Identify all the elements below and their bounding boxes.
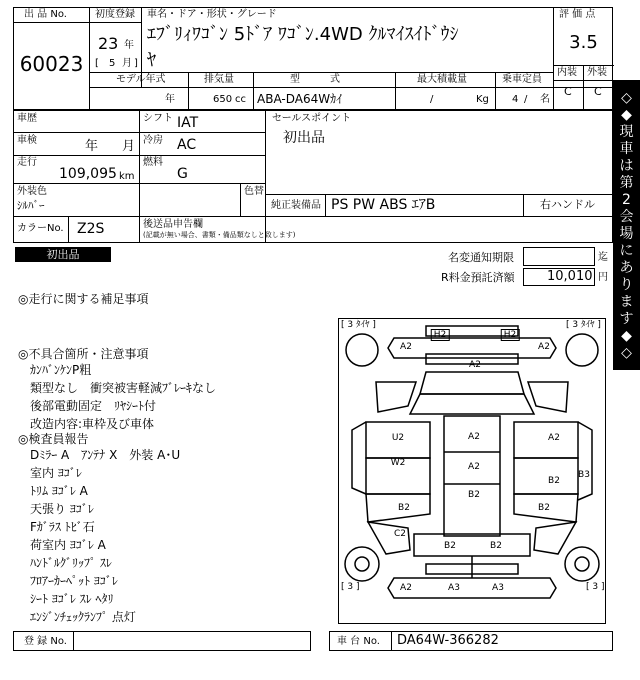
damage-mark: A2 [548,433,560,443]
inspector-item: 天張り ﾖｺﾞﾚ [30,502,94,516]
displacement-unit: cc [235,94,246,105]
car-name-cont: ﾔ [147,50,156,71]
model-year-unit: 年 [165,94,175,105]
inspector-item: Fｶﾞﾗｽ ﾄﾋﾞ石 [30,520,95,534]
damage-mark: B3 [578,470,590,480]
transfer-deadline-box [523,247,595,266]
reg-year-unit: 年 [124,40,134,51]
after-note: (記載が無い場合、書類・備品類なしと致します) [143,231,296,239]
inspector-item: 荷室内 ﾖｺﾞﾚ A [30,538,106,552]
damage-mark: A2 [400,342,412,352]
shift-value: IAT [177,115,199,131]
damage-mark: C2 [393,529,407,539]
side-char: ◇ [621,90,632,106]
capacity-label: 乗車定員 [502,74,542,85]
color-no-label: カラーNo. [17,223,64,234]
inspector-header: ◎検査員報告 [18,432,89,446]
car-name: ｴﾌﾞﾘｨﾜｺﾞﾝ 5ﾄﾞｱ ﾜｺﾞﾝ.4WD ｸﾙﾏｲｽｲﾄﾞｳｼ [147,24,459,45]
load-label: 最大積載量 [417,74,467,85]
mileage-unit: km [119,171,135,182]
lot-number: 60023 [19,52,84,76]
reg-month-unit: 月 [122,58,132,69]
tire-front-left [346,334,378,366]
color-no-value: Z2S [77,221,105,237]
driving-notes-header: ◎走行に関する補足事項 [18,292,149,306]
load-unit: Kg [476,94,489,105]
damage-mark: A3 [448,583,460,593]
repaint-label: 色替 [244,186,264,197]
type-label: 型 式 [290,74,340,85]
damage-mark: A2 [538,342,550,352]
side-char: ◆ [621,328,632,344]
damage-mark: H2 [431,329,450,341]
color-value: ｼﾙﾊﾞｰ [17,199,45,212]
transfer-deadline-unit: 迄 [598,252,608,263]
interior-label: 内装 [557,67,577,78]
reg-month: 5 [109,58,116,69]
inspection-month-unit: 月 [122,139,136,154]
sales-point-label: セールスポイント [272,113,352,124]
rating-value: 3.5 [569,32,598,53]
inspection-year-unit: 年 [85,139,99,154]
exterior-label: 外装 [587,67,607,78]
status-badge: 初出品 [15,247,111,262]
defect-item: 改造内容:車枠及び車体 [30,417,155,431]
rear-bumper [388,578,556,598]
side-banner [613,80,640,370]
inspector-item: ｼｰﾄ ﾖｺﾞﾚ ｽﾚ ﾍﾀﾘ [30,592,114,606]
capacity-value: 4 [512,94,519,105]
capacity-separator: / [524,94,528,105]
side-char: 車 [619,141,634,157]
side-char: あ [619,260,634,276]
damage-mark: A2 [400,583,412,593]
damage-mark: B2 [444,541,456,551]
side-char: 2 [622,192,631,208]
tire-rear-right [565,547,599,581]
equip-label: 純正装備品 [271,200,321,211]
tire-tl-label: [ 3 ﾀｲﾔ ] [341,320,376,330]
side-char: は [619,158,634,174]
damage-mark: U2 [391,433,405,443]
inspector-item: ﾄﾘﾑ ﾖｺﾞﾚ A [30,484,88,498]
equip-value: PS PW ABS ｴｱB [331,197,436,213]
transfer-deadline-label: 名変通知期限 [448,251,514,264]
mileage-label: 走行 [17,157,37,168]
mileage-value: 109,095 [59,166,117,182]
damage-mark: B2 [538,503,550,513]
shift-label: シフト [143,113,173,124]
side-char: 場 [619,226,634,242]
defects-header: ◎不具合箇所・注意事項 [18,347,149,361]
inspection-label: 車検 [17,135,37,146]
tire-bl-label: [ 3 ] [341,582,360,592]
fuel-value: G [177,166,188,182]
rating-label: 評 価 点 [559,9,596,20]
defect-item: 後部電動固定 ﾘﾔｼｰﾄ付 [30,399,157,413]
side-char: 会 [619,209,634,225]
side-char: ◇ [621,345,632,361]
handle-value: 右ハンドル [540,198,595,211]
recycle-label: R料金預託済額 [441,271,515,284]
history-label: 車歴 [17,113,37,124]
month-bracket-right: ] [134,58,138,69]
damage-mark: H2 [501,329,520,341]
inspector-item: ﾌﾛｱｰｶｰﾍﾟｯﾄ ﾖｺﾞﾚ [30,574,118,588]
car-name-label: 車名・ドア・形状・グレード [147,9,277,20]
ac-value: AC [177,137,197,153]
tire-rear-left [345,547,379,581]
load-slash: / [430,94,434,105]
side-char: ま [619,294,634,310]
recycle-unit: 円 [598,272,608,283]
inspector-item: ｴﾝｼﾞﾝﾁｪｯｸﾗﾝﾌﾟ 点灯 [30,610,136,624]
color-label: 外装色 [17,186,47,197]
displacement-label: 排気量 [204,74,234,85]
tire-br-label: [ 3 ] [586,582,605,592]
inspector-item: 室内 ﾖｺﾞﾚ [30,466,82,480]
damage-mark: B2 [398,503,410,513]
capacity-unit: 名 [540,94,550,105]
defect-item: 類型なし 衝突被害軽減ﾌﾞﾚｰｷなし [30,381,217,395]
side-char: ◆ [621,107,632,123]
inspector-item: Dﾐﾗｰ A ｱﾝﾃﾅ X 外装 A･U [30,448,181,462]
after-label: 後送品申告欄 [143,219,203,230]
front-bumper [388,338,556,358]
type-value: ABA-DA64Wｶｲ [257,92,343,106]
inspector-item: ﾊﾝﾄﾞﾙｸﾞﾘｯﾌﾟ ｽﾚ [30,556,112,570]
damage-mark: B2 [468,490,480,500]
tire-front-right [566,334,598,366]
fuel-label: 燃料 [143,157,163,168]
model-year-label: モデル年式 [116,74,166,85]
damage-mark: A3 [492,583,504,593]
damage-mark: B2 [548,476,560,486]
side-char: 現 [619,124,634,140]
displacement-value: 650 [213,94,233,105]
hood [420,372,524,394]
sales-point-text: 初出品 [283,130,325,146]
interior-grade: C [564,85,572,98]
damage-mark: A2 [469,360,481,370]
side-char: に [619,243,634,259]
side-char: す [619,311,634,327]
damage-mark: W2 [390,458,406,468]
lot-label: 出 品 No. [24,9,67,20]
damage-mark: A2 [468,432,480,442]
side-char: 第 [619,175,634,191]
exterior-grade: C [594,85,602,98]
month-bracket-left: [ [95,58,99,69]
chassis-label: 車 台 No. [337,636,380,647]
recycle-value: 10,010 [547,269,593,284]
damage-mark: B2 [490,541,502,551]
ac-label: 冷房 [143,135,163,146]
first-reg-label: 初度登録 [95,9,135,20]
tire-tr-label: [ 3 ﾀｲﾔ ] [566,320,601,330]
defect-item: ｶﾝﾊﾞﾝｹﾝP粗 [30,363,92,377]
side-char: り [619,277,634,293]
chassis-number: DA64W-366282 [397,633,499,648]
damage-mark: A2 [468,462,480,472]
reg-year: 23 [98,34,119,53]
registration-label: 登 録 No. [24,636,67,647]
